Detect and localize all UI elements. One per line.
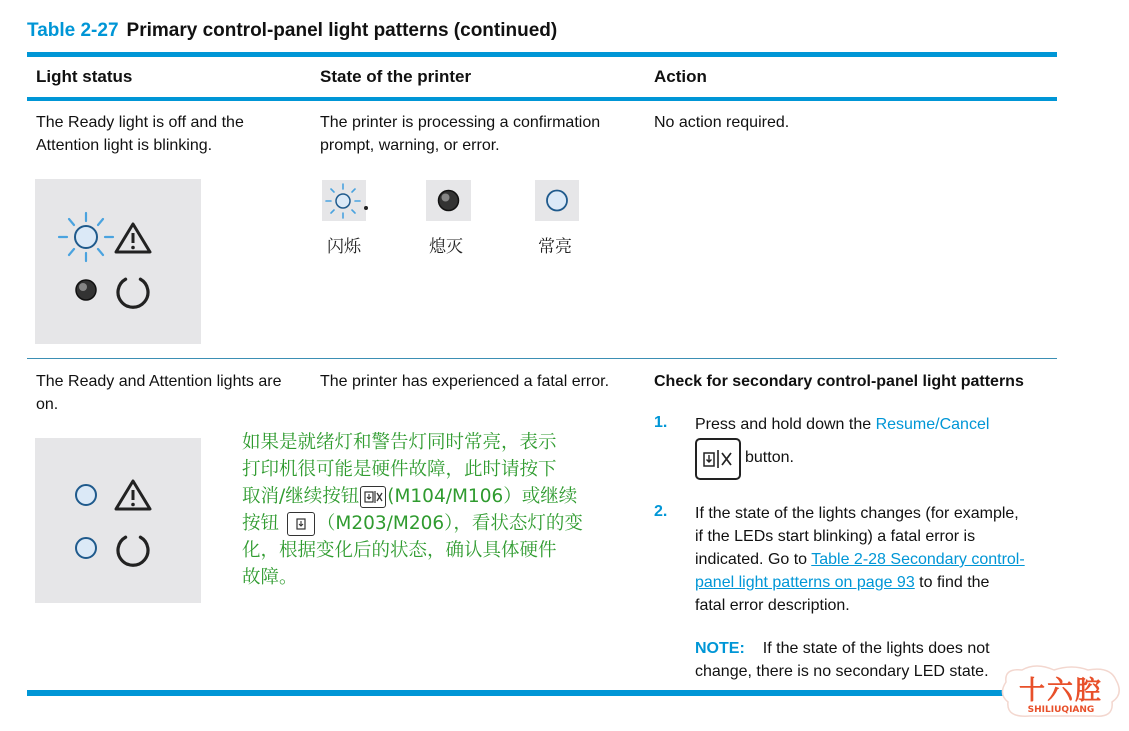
shiliuqiang-watermark-logo (996, 662, 1126, 726)
note: NOTE: If the state of the lights does not change, there is no secondary LED state. (695, 640, 990, 680)
legend-blinking-box (322, 180, 366, 221)
step1-text: Press and hold down the Resume/Cancel (695, 416, 990, 433)
legend-on-label: 常亮 (538, 237, 572, 257)
header-state: State of the printer (320, 67, 472, 86)
on-light-icon (535, 180, 579, 221)
legend-blinking-label: 闪烁 (327, 237, 361, 257)
resume-small-icon (287, 512, 315, 536)
table-2-28-link-part1[interactable]: Table 2-28 Secondary control- (811, 551, 1025, 568)
top-rule (27, 52, 1057, 57)
chinese-annotation: 如果是就绪灯和警告灯同时常亮，表示 打印机很可能是硬件故障，此时请按下 取消/继续按钮 (M104/M106）或继续 按钮 （M203/M206），看状态灯的变 化，根据变化后的状态，确认具体硬件 故障。 (242, 432, 583, 588)
row1-light-panel (35, 179, 201, 344)
row1-panel-graphic (35, 179, 201, 344)
row2-action-heading: Check for secondary control-panel light patterns (654, 373, 1024, 390)
ready-light-on-icon (76, 485, 96, 505)
resume-cancel-link[interactable]: Resume/Cancel (875, 416, 990, 433)
resume-cancel-button-icon (695, 438, 741, 480)
attention-warning-icon (116, 481, 150, 509)
table-caption: Primary control-panel light patterns (continued) (126, 20, 558, 41)
attention-light-off-icon (76, 280, 96, 300)
table-title (27, 20, 557, 42)
watermark-cn: 十六腔 (1018, 676, 1103, 706)
header-rule (27, 97, 1057, 101)
row1-action: No action required. (654, 114, 790, 131)
legend-off-label: 熄灭 (429, 237, 463, 257)
off-light-icon (426, 180, 471, 221)
legend-dot (364, 206, 368, 210)
attention-light-on-icon (76, 538, 96, 558)
power-resume-icon (118, 279, 148, 307)
attention-warning-icon (116, 224, 150, 252)
resume-cancel-small-icon (360, 486, 386, 508)
ready-light-blinking-icon (59, 213, 113, 261)
watermark-en: SHILIUQIANG (1027, 705, 1095, 715)
row2-state: The printer has experienced a fatal error. (320, 373, 610, 390)
step2-text: If the state of the lights changes (for example, if the LEDs start blinking) a fatal error is indicated. Go to Table 2-28 Secondary control- panel light patterns on page 93 to find the fatal error description. (695, 505, 1025, 614)
row2-light-status: The Ready and Attention lights are on. (36, 373, 282, 413)
header-light-status: Light status (36, 67, 133, 86)
legend-on-box (535, 180, 579, 221)
step1-button-row (695, 438, 741, 480)
blinking-light-icon (322, 180, 366, 221)
header-action: Action (654, 67, 707, 86)
row1-light-status: The Ready light is off and the Attention light is blinking. (36, 114, 244, 154)
row-divider (27, 358, 1057, 359)
table-2-28-link-part2[interactable]: panel light patterns on page 93 (695, 574, 915, 591)
bottom-rule (27, 690, 1057, 696)
step1-button-text: button. (745, 449, 794, 466)
table-number: Table 2-27 (27, 20, 119, 41)
power-resume-icon (118, 537, 148, 565)
note-label: NOTE: (695, 640, 745, 657)
legend-off-box (426, 180, 471, 221)
step2-number: 2. (654, 503, 668, 520)
row1-state: The printer is processing a confirmation prompt, warning, or error. (320, 114, 601, 154)
row2-light-panel (35, 438, 201, 603)
row2-panel-graphic (35, 438, 201, 603)
step1-number: 1. (654, 414, 668, 431)
